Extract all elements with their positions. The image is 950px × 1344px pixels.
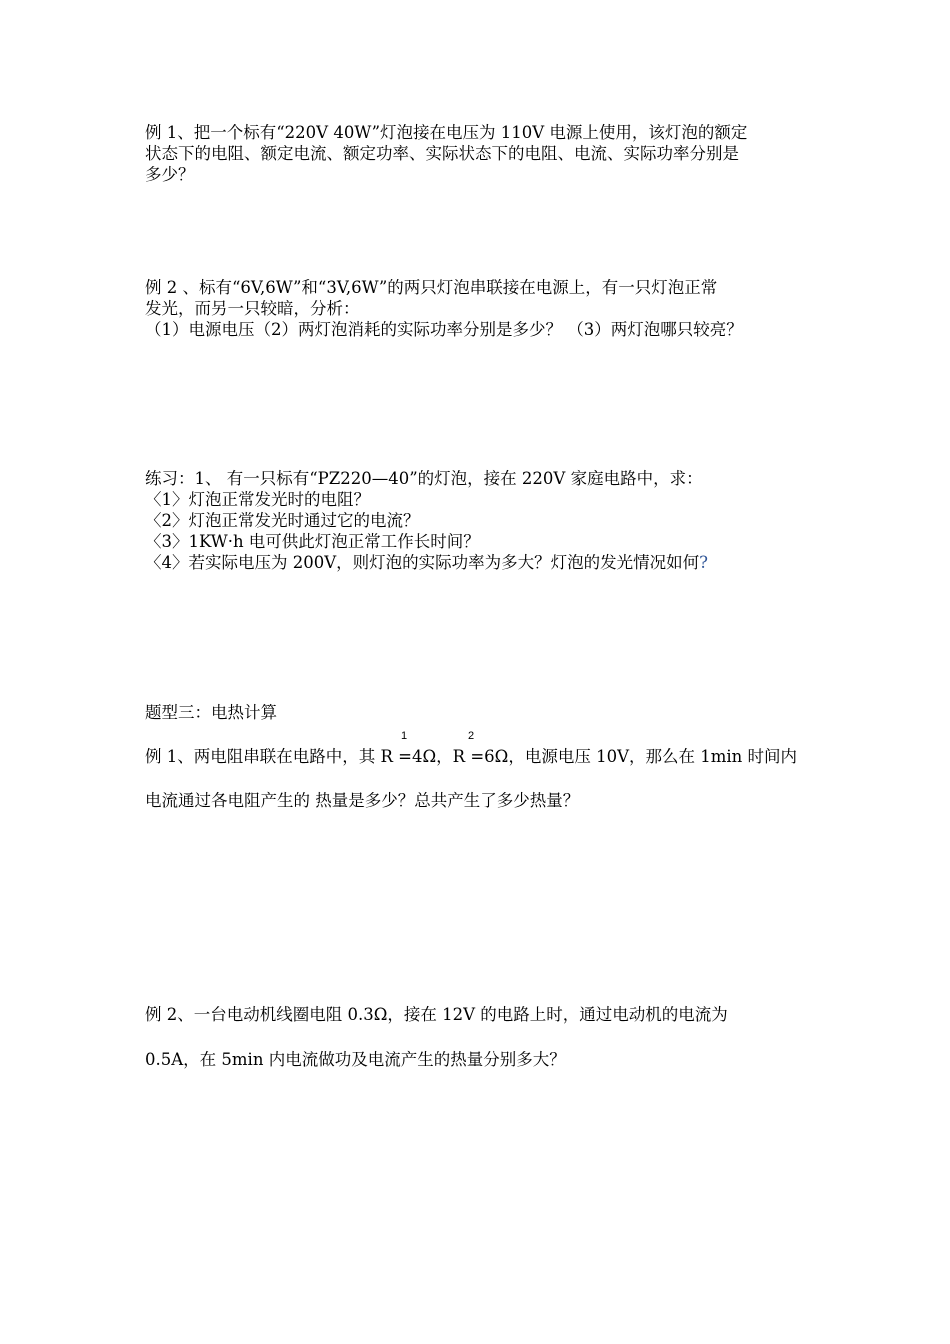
example-3-line-2: 电流通过各电阻产生的 热量是多少？总共产生了多少热量？ <box>145 791 580 810</box>
example-2-line-1: 例 2 、标有“6V,6W”和“3V,6W”的两只灯泡串联接在电源上，有一只灯泡正常 <box>145 278 718 297</box>
example-4-question <box>145 1004 825 1025</box>
example-3-question-cont <box>145 790 825 811</box>
example-1-question <box>145 122 825 185</box>
example-1-line-2: 状态下的电阻、额定电流、额定功率、实际状态下的电阻、电流、实际功率分别是 <box>145 144 739 163</box>
example-2-question <box>145 277 825 340</box>
question-mark: ? <box>699 553 709 572</box>
section-3-title <box>145 702 825 723</box>
section-3-title-text: 题型三：电热计算 <box>145 703 277 722</box>
exercise-1-line-4: 〈3〉1KW·h 电可供此灯泡正常工作长时间？ <box>145 532 480 551</box>
example-1-line-3: 多少？ <box>145 165 195 184</box>
example-3-question <box>145 746 825 767</box>
exercise-1-line-5 <box>145 552 825 573</box>
exercise-1-question <box>145 468 825 573</box>
exercise-1-line-1: 练习：1、 有一只标有“PZ220—40”的灯泡，接在 220V 家庭电路中，求： <box>145 469 703 488</box>
example-4-line-1: 例 2、一台电动机线圈电阻 0.3Ω，接在 12V 的电路上时，通过电动机的电流为 <box>145 1005 728 1024</box>
example-2-line-2: 发光，而另一只较暗，分析： <box>145 299 360 318</box>
example-3-line-1: 例 1、两电阻串联在电路中，其 R =4Ω，R =6Ω，电源电压 10V，那么在 1min 时间内 <box>145 747 798 766</box>
subscript-1: 1 <box>401 730 408 742</box>
exercise-1-line-3: 〈2〉灯泡正常发光时通过它的电流？ <box>145 511 420 530</box>
example-1-line-1: 例 1、把一个标有“220V 40W”灯泡接在电压为 110V 电源上使用，该灯泡的额定 <box>145 123 748 142</box>
example-4-question-cont <box>145 1049 825 1070</box>
example-2-line-3: （1）电源电压（2）两灯泡消耗的实际功率分别是多少？ （3）两灯泡哪只较亮？ <box>145 320 743 339</box>
example-4-line-2: 0.5A，在 5min 内电流做功及电流产生的热量分别多大？ <box>145 1050 566 1069</box>
subscript-2: 2 <box>468 730 475 742</box>
exercise-1-line-2: 〈1〉灯泡正常发光时的电阻？ <box>145 490 370 509</box>
exercise-1-line-5-text: 〈4〉若实际电压为 200V，则灯泡的实际功率为多大？灯泡的发光情况如何 <box>145 553 700 572</box>
